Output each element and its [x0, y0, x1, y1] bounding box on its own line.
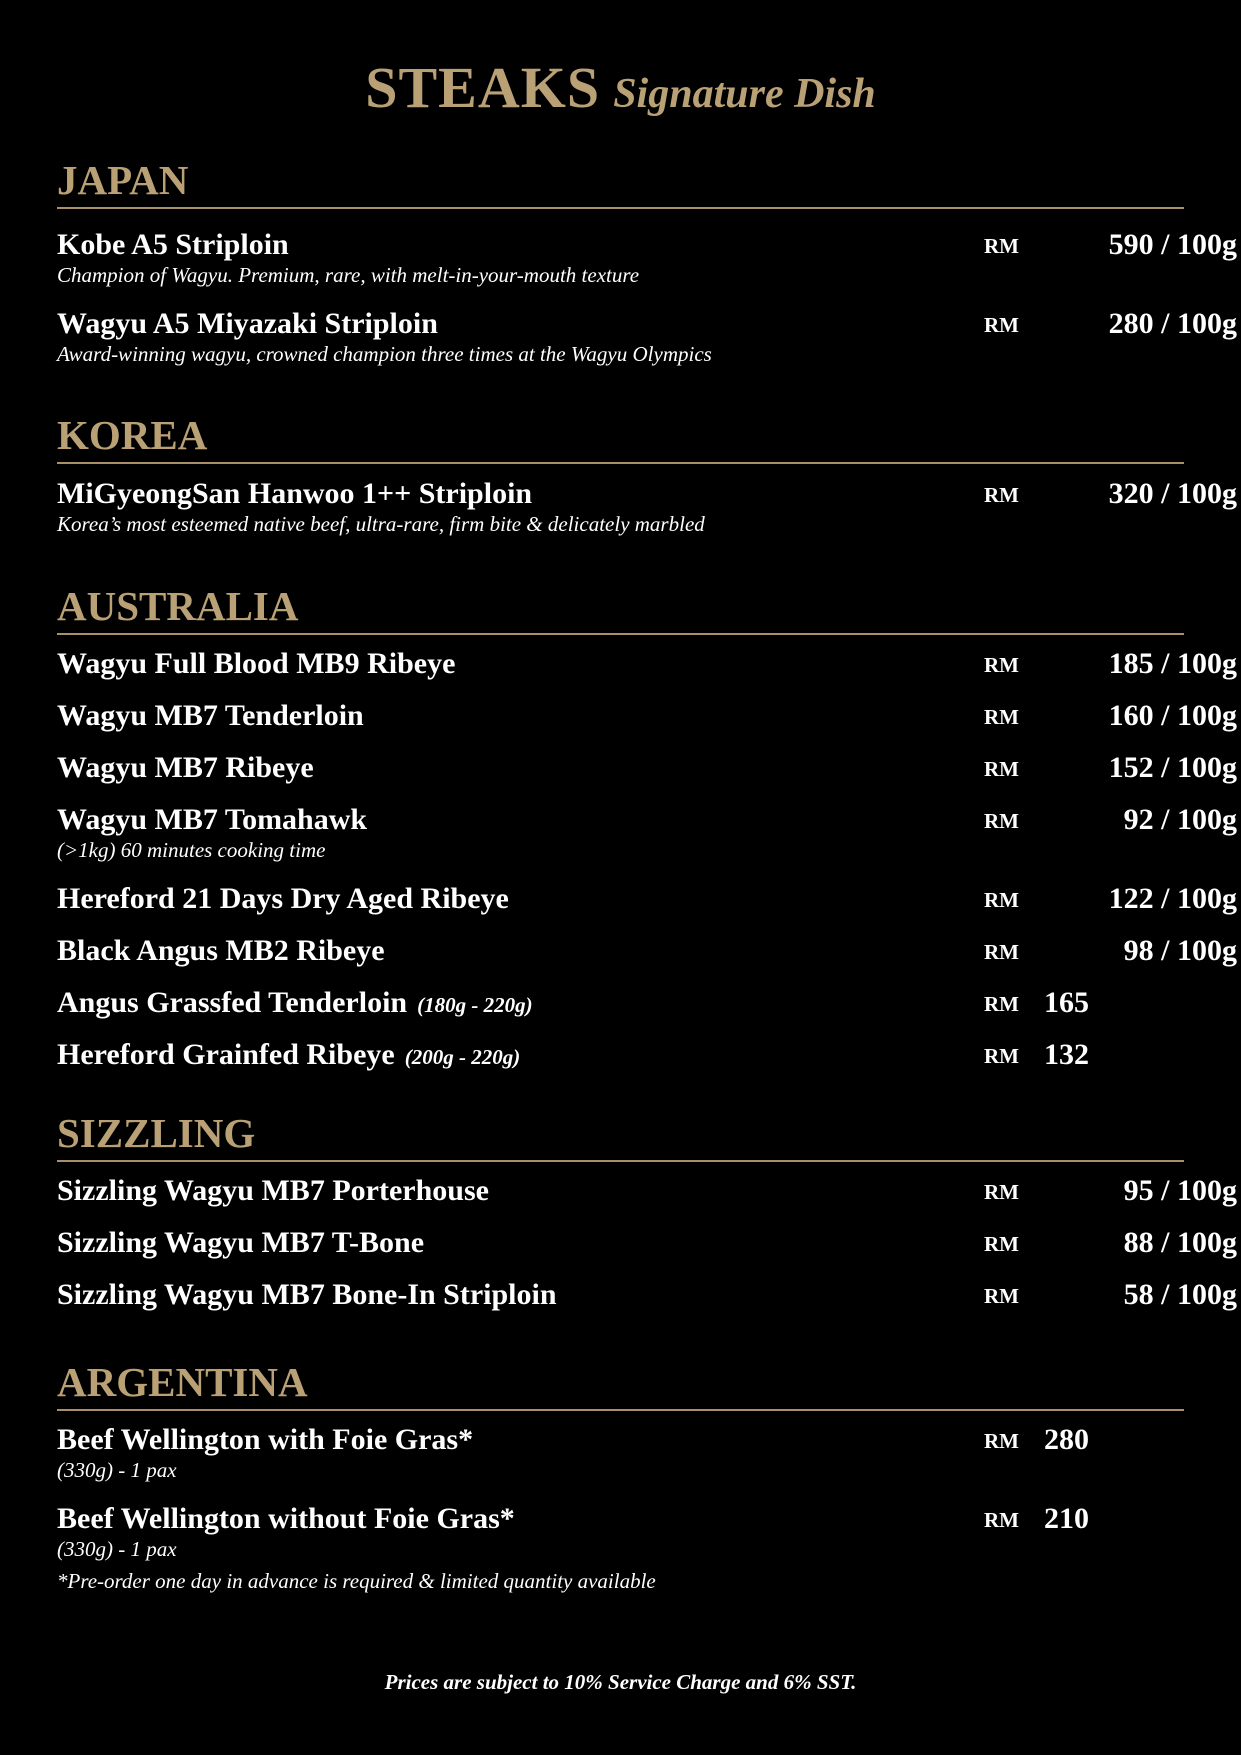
- menu-subtitle: Signature Dish: [613, 71, 876, 117]
- menu-item: [57, 1226, 1237, 1260]
- section-divider: [57, 1409, 1184, 1411]
- item-price: 165: [1044, 986, 1089, 1019]
- item-name: Angus Grassfed Tenderloin: [57, 986, 408, 1019]
- item-name: Hereford 21 Days Dry Aged Ribeye: [57, 882, 509, 915]
- pre-order-note: *Pre-order one day in advance is required & limited quantity available: [57, 1569, 656, 1593]
- item-price: 92 / 100g: [1123, 803, 1237, 836]
- currency-label: RM: [984, 888, 1019, 912]
- currency-label: RM: [984, 234, 1019, 258]
- item-description: Champion of Wagyu. Premium, rare, with melt-in-your-mouth texture: [57, 263, 640, 287]
- item-name: Sizzling Wagyu MB7 Porterhouse: [57, 1174, 489, 1207]
- item-price: 210: [1044, 1502, 1089, 1535]
- item-name: Sizzling Wagyu MB7 Bone-In Striploin: [57, 1278, 557, 1311]
- item-name: MiGyeongSan Hanwoo 1++ Striploin: [57, 477, 533, 510]
- section-australia: [57, 581, 1237, 1071]
- menu-item: [57, 477, 1237, 537]
- item-price: 152 / 100g: [1108, 751, 1237, 784]
- menu-item: [57, 882, 1237, 916]
- item-name: Hereford Grainfed Ribeye: [57, 1038, 395, 1071]
- item-price: 132: [1044, 1038, 1089, 1071]
- currency-label: RM: [984, 757, 1019, 781]
- section-divider: [57, 633, 1184, 635]
- item-description: (330g) - 1 pax: [57, 1537, 177, 1561]
- currency-label: RM: [984, 313, 1019, 337]
- section-title: KOREA: [57, 412, 208, 458]
- menu-item: [57, 699, 1237, 733]
- currency-label: RM: [984, 1044, 1019, 1068]
- currency-label: RM: [984, 992, 1019, 1016]
- section-korea: [57, 410, 1237, 536]
- item-price: 280: [1044, 1423, 1089, 1456]
- menu-item: [57, 1423, 1184, 1483]
- item-weight: (180g - 220g): [417, 993, 533, 1017]
- item-price: 88 / 100g: [1123, 1226, 1237, 1259]
- currency-label: RM: [984, 653, 1019, 677]
- section-divider: [57, 462, 1184, 464]
- item-price: 58 / 100g: [1123, 1278, 1237, 1311]
- item-price: 122 / 100g: [1108, 882, 1237, 915]
- menu-header: [0, 54, 1241, 121]
- pre-order-note-row: [57, 1568, 1184, 1594]
- section-title: ARGENTINA: [57, 1359, 308, 1405]
- item-name: Sizzling Wagyu MB7 T-Bone: [57, 1226, 425, 1259]
- currency-label: RM: [984, 1232, 1019, 1256]
- item-price: 280 / 100g: [1108, 307, 1237, 340]
- item-price: 160 / 100g: [1108, 699, 1237, 732]
- currency-label: RM: [984, 1180, 1019, 1204]
- item-name: Black Angus MB2 Ribeye: [57, 934, 385, 967]
- currency-label: RM: [984, 809, 1019, 833]
- item-price: 185 / 100g: [1108, 647, 1237, 680]
- menu-item: [57, 1502, 1184, 1562]
- section-divider: [57, 207, 1184, 209]
- menu-item: [57, 986, 1184, 1022]
- section-title: SIZZLING: [57, 1110, 256, 1156]
- section-divider: [57, 1160, 1184, 1162]
- menu-item: [57, 751, 1237, 785]
- menu-item: [57, 803, 1237, 863]
- item-weight: (200g - 220g): [404, 1045, 521, 1069]
- item-description: Award-winning wagyu, crowned champion three times at the Wagyu Olympics: [57, 342, 712, 366]
- item-name: Wagyu MB7 Tomahawk: [57, 803, 368, 836]
- menu-item: [57, 1278, 1237, 1312]
- item-description: (330g) - 1 pax: [57, 1458, 177, 1482]
- item-name: Wagyu MB7 Ribeye: [57, 751, 314, 784]
- currency-label: RM: [984, 1284, 1019, 1308]
- section-title: AUSTRALIA: [57, 583, 299, 629]
- item-name: Kobe A5 Striploin: [57, 228, 289, 261]
- item-name: Wagyu Full Blood MB9 Ribeye: [57, 647, 456, 680]
- item-name: Wagyu MB7 Tenderloin: [57, 699, 364, 732]
- item-price: 590 / 100g: [1108, 228, 1237, 261]
- section-japan: [57, 155, 1237, 366]
- item-description: Korea’s most esteemed native beef, ultra-rare, firm bite & delicately marbled: [57, 512, 705, 536]
- item-name: Beef Wellington without Foie Gras*: [57, 1502, 515, 1535]
- menu-item: [57, 1174, 1237, 1208]
- item-price: 320 / 100g: [1108, 477, 1237, 510]
- currency-label: RM: [984, 1508, 1019, 1532]
- section-title: JAPAN: [57, 157, 189, 203]
- item-price: 98 / 100g: [1123, 934, 1237, 967]
- currency-label: RM: [984, 1429, 1019, 1453]
- currency-label: RM: [984, 940, 1019, 964]
- menu-item: [57, 307, 1237, 367]
- menu-item: [57, 647, 1237, 681]
- item-description: (>1kg) 60 minutes cooking time: [57, 838, 326, 862]
- currency-label: RM: [984, 483, 1019, 507]
- menu-title: STEAKS: [365, 55, 601, 120]
- service-charge-note: Prices are subject to 10% Service Charge and 6% SST.: [384, 1670, 857, 1694]
- item-price: 95 / 100g: [1123, 1174, 1237, 1207]
- item-name: Wagyu A5 Miyazaki Striploin: [57, 307, 438, 340]
- menu-item: [57, 934, 1237, 968]
- menu-item: [57, 228, 1237, 288]
- menu-item: [57, 1038, 1184, 1074]
- section-argentina: [57, 1357, 1184, 1593]
- currency-label: RM: [984, 705, 1019, 729]
- section-sizzling: [57, 1108, 1237, 1311]
- item-name: Beef Wellington with Foie Gras*: [57, 1423, 474, 1456]
